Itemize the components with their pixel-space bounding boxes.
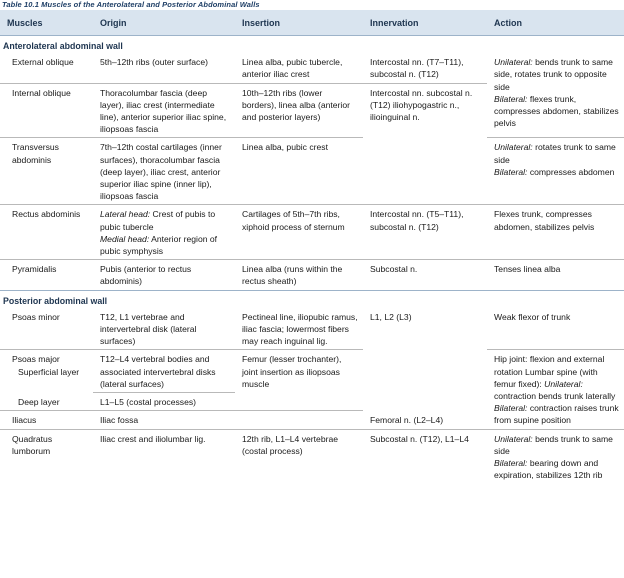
- action-obliques: [487, 53, 624, 138]
- table-row-transversus: [0, 138, 624, 205]
- insertion-psoas-major: Femur (lesser trochanter), joint insertion as iliopsoas muscle: [235, 350, 363, 411]
- insertion-quadratus: 12th rib, L1–L4 vertebrae (costal process): [242, 433, 339, 456]
- origin-transversus: 7th–12th costal cartilages (inner surfaces), thoracolumbar fascia (deep layer), iliac crest, anterior superior iliac spine (inner lip), iliopsoas fascia: [93, 138, 235, 205]
- origin-quadratus: Iliac crest and iliolumbar lig.: [100, 433, 206, 444]
- muscles-table: [0, 10, 624, 484]
- origin-label: Lateral head:: [100, 209, 151, 220]
- section-row: [0, 290, 624, 308]
- insertion-internal-oblique: 10th–12th ribs (lower borders), linea alba (anterior and posterior layers): [235, 83, 363, 138]
- origin-psoas-minor: T12, L1 vertebrae and intervertebral disk (lateral surfaces): [93, 308, 235, 350]
- action-text: flexes trunk, compresses abdomen, stabilizes pelvis: [494, 93, 619, 129]
- action-text: Hip joint: flexion and external rotation Lumbar spine (with femur fixed):: [494, 354, 605, 389]
- table-row-psoas-major: [0, 350, 624, 393]
- table-caption: Table 10.1 Muscles of the Anterolateral and Posterior Abdominal Walls: [2, 0, 260, 9]
- muscle-internal-oblique: Internal oblique: [0, 83, 93, 138]
- action-text: contraction bends trunk laterally: [494, 391, 616, 402]
- muscle-pyramidalis: Pyramidalis: [12, 264, 57, 275]
- innervation-internal-transversus: Intercostal nn. subcostal n. (T12) iliohypogastric n., ilioinguinal n.: [363, 83, 487, 205]
- innervation-psoas: L1, L2 (L3): [370, 311, 412, 322]
- origin-iliacus: Iliac fossa: [93, 411, 235, 429]
- origin-pyramidalis: Pubis (anterior to rectus abdominis): [100, 264, 192, 287]
- table-row-rectus: [0, 205, 624, 260]
- origin-text: Anterior region of pubic symphysis: [100, 233, 218, 257]
- header-row: [0, 10, 624, 36]
- table-row-pyramidalis: [0, 260, 624, 290]
- muscle-iliacus: Iliacus: [0, 411, 93, 429]
- action-label: Unilateral:: [494, 57, 533, 68]
- header-insertion: Insertion: [235, 10, 363, 36]
- origin-text: Crest of pubis to pubic tubercle: [100, 209, 216, 232]
- action-quadratus: [487, 429, 624, 483]
- table-row-quadratus: [0, 429, 624, 483]
- action-label: Unilateral:: [494, 433, 533, 444]
- section-posterior: Posterior abdominal wall: [0, 290, 624, 308]
- header-origin: Origin: [93, 10, 235, 36]
- muscle-psoas-major-superficial: Superficial layer: [18, 366, 80, 377]
- action-text: rotates trunk to same side: [494, 142, 616, 165]
- muscle-transversus: Transversus abdominis: [0, 138, 93, 205]
- section-anterolateral: Anterolateral abdominal wall: [3, 41, 123, 51]
- action-psoas-iliacus: [487, 350, 624, 429]
- action-pyramidalis: Tenses linea alba: [494, 264, 561, 275]
- innervation-external-oblique: Intercostal nn. (T7–T11), subcostal n. (T12): [363, 53, 487, 83]
- innervation-quadratus: Subcostal n. (T12), L1–L4: [370, 433, 469, 444]
- action-label: Bilateral:: [494, 93, 528, 104]
- action-text: bearing down and expiration, stabilizes 12th rib: [494, 458, 603, 481]
- header-action: Action: [487, 10, 624, 36]
- action-text: contraction raises trunk from supine position: [494, 403, 619, 426]
- muscle-psoas-major-name: Psoas major: [12, 354, 60, 365]
- insertion-pyramidalis: Linea alba (runs within the rectus sheath): [242, 264, 343, 287]
- insertion-transversus: Linea alba, pubic crest: [235, 138, 363, 205]
- origin-internal-oblique: Thoracolumbar fascia (deep layer), iliac crest (intermediate line), anterior superior iliac spine, iliopsoas fascia: [93, 83, 235, 138]
- action-label: Unilateral:: [494, 142, 533, 153]
- muscle-deep-layer: Deep layer: [18, 396, 60, 407]
- action-label: Unilateral:: [544, 378, 583, 389]
- section-row: [0, 36, 624, 54]
- origin-label: Medial head:: [100, 233, 150, 244]
- action-psoas-minor: Weak flexor of trunk: [487, 308, 624, 350]
- muscle-quadratus: Quadratus lumborum: [12, 433, 53, 456]
- action-text: compresses abdomen: [527, 166, 615, 177]
- table-row-psoas-minor: [0, 308, 624, 350]
- muscle-external-oblique: External oblique: [0, 53, 93, 83]
- insertion-external-oblique: Linea alba, pubic tubercle, anterior iliac crest: [235, 53, 363, 83]
- action-transversus: [487, 138, 624, 205]
- origin-psoas-major-superficial: T12–L4 vertebral bodies and associated intervertebral disks (lateral surfaces): [93, 350, 235, 393]
- header-innervation: Innervation: [363, 10, 487, 36]
- innervation-iliacus: Femoral n. (L2–L4): [363, 411, 487, 429]
- action-rectus: Flexes trunk, compresses abdomen, stabilizes pelvis: [487, 205, 624, 260]
- action-label: Bilateral:: [494, 403, 528, 414]
- action-label: Bilateral:: [494, 458, 528, 469]
- action-text: bends trunk to same side, rotates trunk to opposite side: [494, 57, 613, 92]
- innervation-pyramidalis: Subcostal n.: [370, 264, 418, 275]
- innervation-rectus: Intercostal nn. (T5–T11), subcostal n. (T12): [363, 205, 487, 260]
- header-muscles: Muscles: [0, 10, 93, 36]
- action-text: bends trunk to same side: [494, 433, 613, 456]
- insertion-rectus: Cartilages of 5th–7th ribs, xiphoid process of sternum: [235, 205, 363, 260]
- table-row-external-oblique: [0, 53, 624, 83]
- muscle-psoas-minor: Psoas minor: [0, 308, 93, 350]
- insertion-iliacus-empty: [235, 411, 363, 429]
- muscle-psoas-major-deep: [0, 393, 93, 411]
- muscle-rectus: Rectus abdominis: [0, 205, 93, 260]
- insertion-psoas-minor: Pectineal line, iliopubic ramus, iliac fascia; lowermost fibers may reach inguinal lig.: [235, 308, 363, 350]
- action-label: Bilateral:: [494, 166, 528, 177]
- muscle-psoas-major: [0, 350, 93, 393]
- origin-external-oblique: 5th–12th ribs (outer surface): [93, 53, 235, 83]
- origin-psoas-major-deep: L1–L5 (costal processes): [93, 393, 235, 411]
- origin-rectus: [93, 205, 235, 260]
